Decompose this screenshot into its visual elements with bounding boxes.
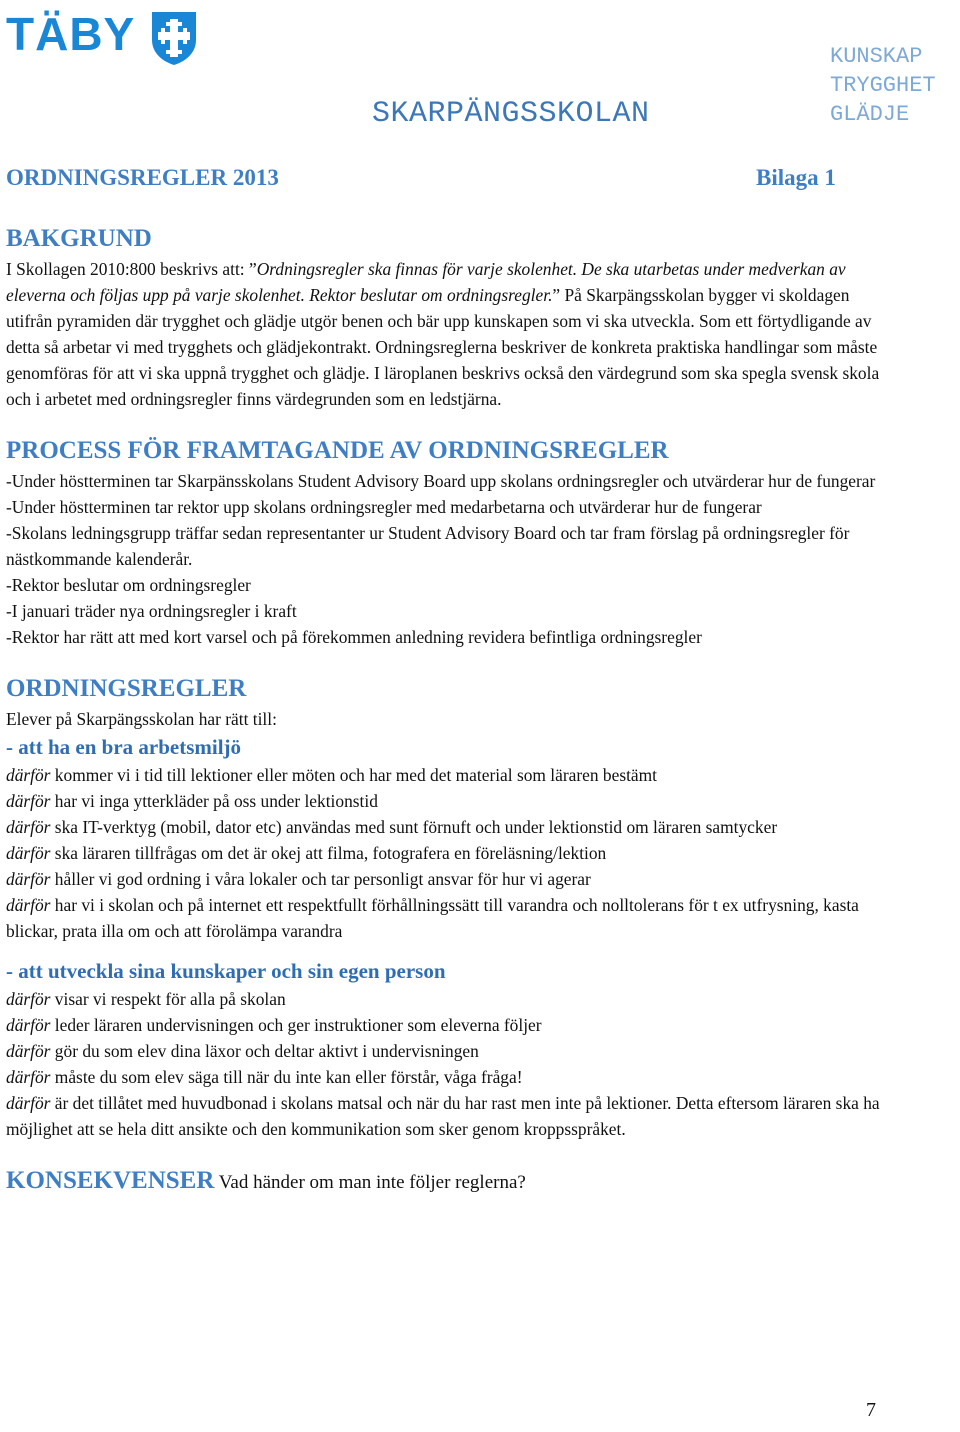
rule-group-title: - att ha en bra arbetsmiljö — [6, 735, 242, 759]
rule-lead: därför — [6, 895, 51, 915]
konsekvenser-question: Vad händer om man inte följer reglerna? — [214, 1172, 526, 1193]
rule-text: håller vi god ordning i våra lokaler och tar personligt ansvar för hur vi agerar — [50, 869, 591, 889]
bakgrund-body: ” På Skarpängsskolan bygger vi skoldagen utifrån pyramiden där trygghet och glädje utgör benen och bär upp kunskapen som vi ska utveckla. Som ett förtydligande av detta så arbetar vi med trygghets och glädjekontrakt. Ordningsreglerna beskriver de konkreta praktiska handlingar som måste genomföras för att vi ska uppnå trygghet och glädje. I läroplanen beskrivs också den värdegrund som ska spegla svensk skola och i arbetet med ordningsregler finns värdegrunden som en ledstjärna. — [6, 285, 880, 409]
rule-lead: därför — [6, 843, 51, 863]
rule-item — [6, 866, 886, 892]
konsekvenser-heading: KONSEKVENSER — [6, 1167, 215, 1194]
rule-lead: därför — [6, 817, 51, 837]
rule-lead: därför — [6, 1041, 51, 1061]
rule-item — [6, 840, 886, 866]
rule-item — [6, 892, 886, 944]
process-item: -I januari träder nya ordningsregler i kraft — [6, 601, 297, 621]
rule-item — [6, 986, 886, 1012]
rule-text: kommer vi i tid till lektioner eller möten och har med det material som läraren bestämt — [50, 765, 658, 785]
taby-logo-text: TÄBY — [6, 8, 136, 60]
rule-group-title: - att utveckla sina kunskaper och sin egen person — [6, 959, 446, 983]
rule-lead: därför — [6, 1067, 51, 1087]
rule-item — [6, 788, 886, 814]
rule-text: är det tillåtet med huvudbonad i skolans matsal och när du har rast men inte på lektioner. Detta eftersom läraren ska ha möjlighet att se hela ditt ansikte och den kommunikation som sker genom kroppsspråket. — [6, 1093, 880, 1139]
section-heading-ordningsregler: ORDNINGSREGLER — [6, 675, 247, 702]
rule-text: leder läraren undervisningen och ger instruktioner som eleverna följer — [50, 1015, 542, 1035]
rule-text: visar vi respekt för alla på skolan — [50, 989, 286, 1009]
school-name: SKARPÄNGSSKOLAN — [372, 97, 650, 131]
process-item: -Rektor beslutar om ordningsregler — [6, 575, 251, 595]
rule-item — [6, 762, 886, 788]
section-heading-bakgrund: BAKGRUND — [6, 225, 152, 252]
motto-line: TRYGGHET — [830, 73, 936, 98]
shield-cross-icon — [150, 10, 198, 66]
document-title: ORDNINGSREGLER 2013 — [6, 165, 279, 190]
ordningsregler-intro: Elever på Skarpängsskolan har rätt till: — [6, 709, 277, 729]
rule-text: har vi inga ytterkläder på oss under lektionstid — [50, 791, 378, 811]
rule-lead: därför — [6, 869, 51, 889]
page-number: 7 — [866, 1399, 876, 1421]
appendix-label: Bilaga 1 — [756, 165, 836, 190]
rule-lead: därför — [6, 1015, 51, 1035]
rule-text: gör du som elev dina läxor och deltar aktivt i undervisningen — [50, 1041, 479, 1061]
rule-item — [6, 1090, 886, 1142]
rule-text: ska läraren tillfrågas om det är okej att filma, fotografera en föreläsning/lektion — [50, 843, 607, 863]
rule-item — [6, 1064, 886, 1090]
motto-line: KUNSKAP — [830, 44, 923, 69]
rule-lead: därför — [6, 765, 51, 785]
process-item: -Under höstterminen tar rektor upp skolans ordningsregler med medarbetarna och utvärderar hur de fungerar — [6, 497, 762, 517]
rule-item — [6, 814, 886, 840]
bakgrund-intro: I Skollagen 2010:800 beskrivs att: ” — [6, 259, 257, 279]
bakgrund-paragraph — [6, 256, 886, 412]
process-item: -Under höstterminen tar Skarpänsskolans Student Advisory Board upp skolans ordningsregler och utvärderar hur de fungerar — [6, 471, 876, 491]
rule-text: måste du som elev säga till när du inte kan eller förstår, våga fråga! — [50, 1067, 523, 1087]
section-heading-process: PROCESS FÖR FRAMTAGANDE AV ORDNINGSREGLER — [6, 437, 669, 464]
rule-item — [6, 1038, 886, 1064]
section-heading-konsekvenser — [6, 1164, 886, 1200]
rule-text: ska IT-verktyg (mobil, dator etc) användas med sunt förnuft och under lektionstid om läraren samtycker — [50, 817, 778, 837]
rule-lead: därför — [6, 791, 51, 811]
rule-lead: därför — [6, 1093, 51, 1113]
process-item: -Rektor har rätt att med kort varsel och på förekommen anledning revidera befintliga ordningsregler — [6, 627, 702, 647]
rule-lead: därför — [6, 989, 51, 1009]
document-body — [6, 222, 886, 1200]
school-motto — [830, 42, 936, 129]
process-item: -Skolans ledningsgrupp träffar sedan representanter ur Student Advisory Board och tar fram förslag på ordningsregler för nästkommande kalenderår. — [6, 523, 850, 569]
skollagen-quote: Ordningsregler ska finnas för varje skolenhet. De ska utarbetas under medverkan av eleverna och följas upp på varje skolenhet. Rektor beslutar om ordningsregler. — [6, 259, 846, 305]
motto-line: GLÄDJE — [830, 102, 910, 127]
rule-text: har vi i skolan och på internet ett respektfullt förhållningssätt till varandra och nolltolerans för t ex utfrysning, kasta blickar, prata illa om och att förolämpa varandra — [6, 895, 859, 941]
rule-item — [6, 1012, 886, 1038]
